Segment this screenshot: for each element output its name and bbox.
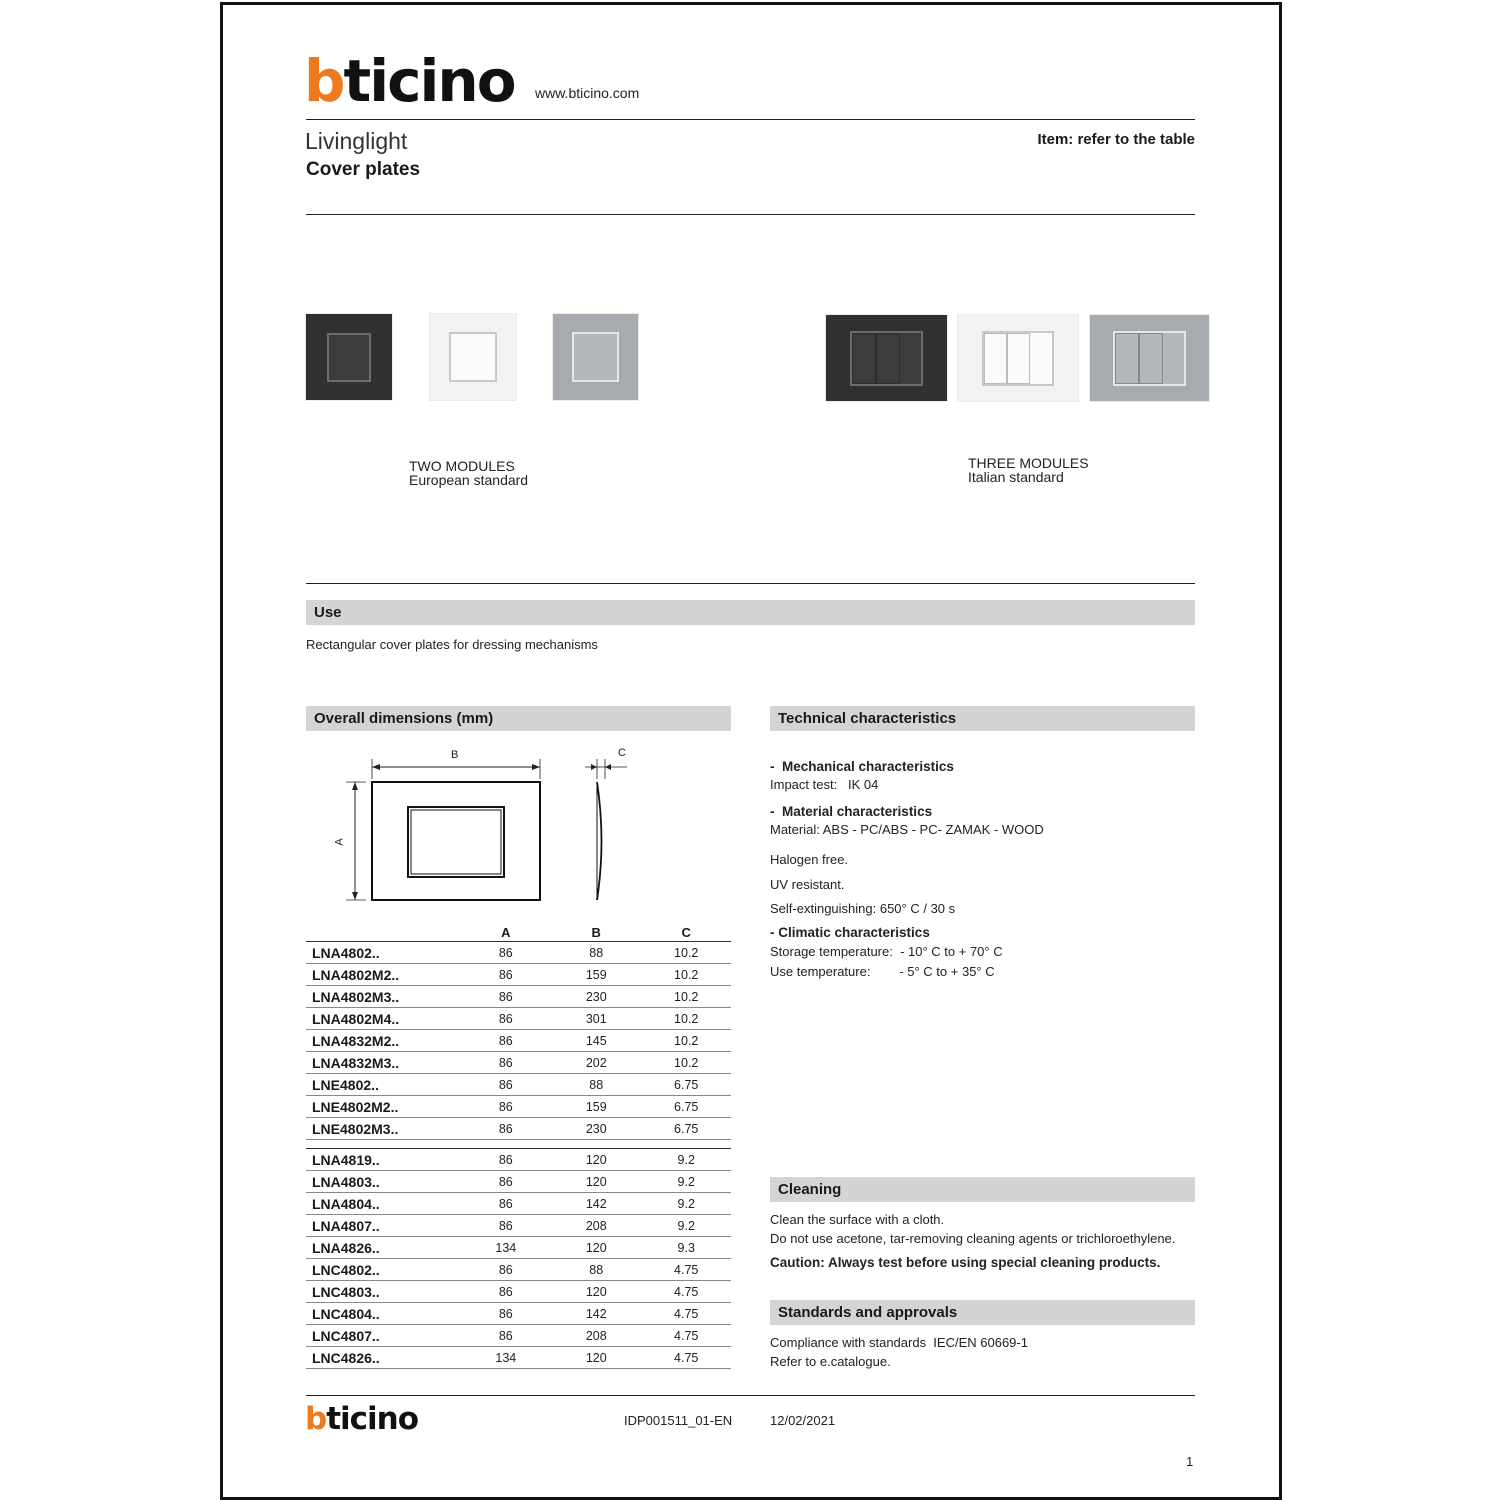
dim-a-cell: 134 — [461, 1237, 551, 1259]
dim-c-cell: 10.2 — [641, 964, 731, 986]
header-divider — [306, 119, 1195, 120]
dim-c-cell: 10.2 — [641, 986, 731, 1008]
dim-c-cell: 4.75 — [641, 1347, 731, 1369]
product-code-cell: LNA4803.. — [306, 1171, 461, 1193]
table-group-separator — [306, 1140, 731, 1149]
product-code-cell: LNE4802.. — [306, 1074, 461, 1096]
diagram-label-b: B — [451, 749, 459, 761]
dim-c-cell: 4.75 — [641, 1259, 731, 1281]
product-code-cell: LNA4804.. — [306, 1193, 461, 1215]
table-row — [306, 1303, 731, 1325]
footer-bticino-logo: bticino — [305, 1401, 419, 1437]
dim-c-cell: 4.75 — [641, 1281, 731, 1303]
dim-b-cell: 120 — [551, 1171, 641, 1193]
dim-c-cell: 6.75 — [641, 1074, 731, 1096]
dimensions-heading: Overall dimensions (mm) — [306, 706, 731, 731]
product-code-cell: LNC4804.. — [306, 1303, 461, 1325]
standards-line2: Refer to e.catalogue. — [770, 1354, 891, 1369]
table-row — [306, 1215, 731, 1237]
product-code-cell: LNA4826.. — [306, 1237, 461, 1259]
table-row — [306, 1281, 731, 1303]
table-row — [306, 1096, 731, 1118]
technical-heading: Technical characteristics — [770, 706, 1195, 731]
product-code-cell: LNC4803.. — [306, 1281, 461, 1303]
dim-b-cell: 120 — [551, 1149, 641, 1171]
mech-title: - Mechanical characteristics — [770, 759, 954, 774]
use-text: Rectangular cover plates for dressing mechanisms — [306, 637, 598, 652]
dim-c-cell: 10.2 — [641, 1008, 731, 1030]
product-code-cell: LNA4819.. — [306, 1149, 461, 1171]
table-row — [306, 1171, 731, 1193]
use-heading: Use — [306, 600, 1195, 625]
plate-2m-grey — [553, 314, 638, 400]
dim-b-cell: 230 — [551, 986, 641, 1008]
diagram-label-c: C — [618, 747, 626, 759]
website-link[interactable]: www.bticino.com — [535, 85, 640, 101]
mech-text: Impact test: IK 04 — [770, 777, 879, 792]
product-code-cell: LNC4802.. — [306, 1259, 461, 1281]
cleaning-line2: Do not use acetone, tar-removing cleaning agents or trichloroethylene. — [770, 1231, 1176, 1246]
doc-code: IDP001511_01-EN — [624, 1413, 733, 1428]
plate-3m-anthracite — [826, 315, 947, 401]
mat-text: Material: ABS - PC/ABS - PC- ZAMAK - WOOD — [770, 822, 1044, 837]
three-modules-caption — [968, 456, 1089, 484]
product-code-cell: LNA4802M4.. — [306, 1008, 461, 1030]
table-row — [306, 986, 731, 1008]
dim-b-cell: 88 — [551, 1074, 641, 1096]
dim-b-cell: 142 — [551, 1193, 641, 1215]
col-header-a: A — [461, 923, 551, 942]
product-code-cell: LNC4826.. — [306, 1347, 461, 1369]
product-code-cell: LNA4802M3.. — [306, 986, 461, 1008]
dim-b-cell: 142 — [551, 1303, 641, 1325]
dim-c-cell: 4.75 — [641, 1325, 731, 1347]
title-divider — [306, 214, 1195, 215]
dim-b-cell: 230 — [551, 1118, 641, 1140]
plate-3m-white — [958, 315, 1078, 401]
table-row — [306, 1074, 731, 1096]
cleaning-line1: Clean the surface with a cloth. — [770, 1212, 945, 1227]
product-code-cell: LNA4832M2.. — [306, 1030, 461, 1052]
mat-title: - Material characteristics — [770, 804, 933, 819]
dim-b-cell: 120 — [551, 1281, 641, 1303]
dim-a-cell: 86 — [461, 1193, 551, 1215]
dim-a-cell: 86 — [461, 964, 551, 986]
halogen-text: Halogen free. — [770, 852, 849, 867]
dim-c-cell: 10.2 — [641, 1052, 731, 1074]
series-title: Livinglight — [305, 128, 408, 154]
dim-a-cell: 86 — [461, 1008, 551, 1030]
uv-text: UV resistant. — [770, 877, 845, 892]
doc-date: 12/02/2021 — [770, 1413, 836, 1428]
product-code-cell: LNA4802.. — [306, 942, 461, 964]
self-ext-text: Self-extinguishing: 650° C / 30 s — [770, 901, 956, 916]
table-row — [306, 1008, 731, 1030]
dim-a-cell: 86 — [461, 1281, 551, 1303]
dim-b-cell: 301 — [551, 1008, 641, 1030]
cleaning-caution: Caution: Always test before using special cleaning products. — [770, 1255, 1161, 1270]
table-row — [306, 1259, 731, 1281]
item-reference: Item: refer to the table — [1037, 131, 1195, 148]
dim-c-cell: 9.2 — [641, 1171, 731, 1193]
dim-c-cell: 10.2 — [641, 942, 731, 964]
dim-a-cell: 86 — [461, 1303, 551, 1325]
dim-a-cell: 86 — [461, 1096, 551, 1118]
dim-b-cell: 145 — [551, 1030, 641, 1052]
page-number: 1 — [1186, 1454, 1194, 1469]
dim-c-cell: 6.75 — [641, 1118, 731, 1140]
table-row — [306, 1193, 731, 1215]
dimension-diagram — [330, 745, 640, 910]
product-code-cell: LNA4802M2.. — [306, 964, 461, 986]
dim-c-cell: 4.75 — [641, 1303, 731, 1325]
plate-2m-anthracite — [306, 314, 392, 400]
table-row — [306, 942, 731, 964]
product-title: Cover plates — [306, 159, 421, 180]
clim-title: - Climatic characteristics — [770, 925, 930, 940]
dim-b-cell: 159 — [551, 1096, 641, 1118]
footer-divider — [306, 1395, 1195, 1396]
dim-a-cell: 86 — [461, 1030, 551, 1052]
table-row — [306, 1052, 731, 1074]
dim-a-cell: 86 — [461, 1052, 551, 1074]
two-modules-subtitle: European standard — [409, 472, 529, 488]
plate-3m-grey — [1090, 315, 1209, 401]
table-row — [306, 1347, 731, 1369]
table-row — [306, 1030, 731, 1052]
dim-b-cell: 120 — [551, 1347, 641, 1369]
three-modules-title: THREE MODULES — [968, 455, 1089, 471]
dim-b-cell: 88 — [551, 1259, 641, 1281]
product-code-cell: LNA4807.. — [306, 1215, 461, 1237]
dim-b-cell: 202 — [551, 1052, 641, 1074]
dim-a-cell: 86 — [461, 1074, 551, 1096]
col-header-c: C — [641, 923, 731, 942]
dim-a-cell: 86 — [461, 1171, 551, 1193]
bticino-logo: bticino — [304, 47, 515, 115]
table-row — [306, 964, 731, 986]
dim-a-cell: 86 — [461, 1149, 551, 1171]
dim-b-cell: 159 — [551, 964, 641, 986]
dim-c-cell: 9.2 — [641, 1149, 731, 1171]
col-header-code — [306, 923, 461, 942]
table-row — [306, 1149, 731, 1171]
dim-b-cell: 120 — [551, 1237, 641, 1259]
table-row — [306, 1325, 731, 1347]
dim-c-cell: 9.2 — [641, 1193, 731, 1215]
col-header-b: B — [551, 923, 641, 942]
use-divider — [306, 583, 1195, 584]
dim-a-cell: 86 — [461, 1215, 551, 1237]
separator-cell — [306, 1140, 731, 1149]
use-temp-text: Use temperature: - 5° C to + 35° C — [770, 964, 995, 979]
table-row — [306, 1118, 731, 1140]
dim-a-cell: 86 — [461, 1118, 551, 1140]
two-modules-caption — [409, 459, 528, 487]
dim-c-cell: 9.2 — [641, 1215, 731, 1237]
dimensions-table — [306, 923, 731, 1369]
dim-a-cell: 134 — [461, 1347, 551, 1369]
cleaning-heading: Cleaning — [770, 1177, 1195, 1202]
product-code-cell: LNC4807.. — [306, 1325, 461, 1347]
product-code-cell: LNE4802M3.. — [306, 1118, 461, 1140]
dim-c-cell: 10.2 — [641, 1030, 731, 1052]
diagram-label-a: A — [333, 838, 346, 846]
plate-2m-white — [430, 314, 516, 400]
two-modules-title: TWO MODULES — [409, 458, 515, 474]
standards-heading: Standards and approvals — [770, 1300, 1195, 1325]
dim-c-cell: 9.3 — [641, 1237, 731, 1259]
three-modules-subtitle: Italian standard — [968, 469, 1064, 485]
dim-b-cell: 208 — [551, 1215, 641, 1237]
dim-b-cell: 88 — [551, 942, 641, 964]
standards-line1: Compliance with standards IEC/EN 60669-1 — [770, 1335, 1028, 1350]
dim-a-cell: 86 — [461, 1259, 551, 1281]
dim-a-cell: 86 — [461, 986, 551, 1008]
product-code-cell: LNA4832M3.. — [306, 1052, 461, 1074]
dim-b-cell: 208 — [551, 1325, 641, 1347]
dim-a-cell: 86 — [461, 942, 551, 964]
table-header-row — [306, 923, 731, 942]
table-row — [306, 1237, 731, 1259]
product-code-cell: LNE4802M2.. — [306, 1096, 461, 1118]
dim-c-cell: 6.75 — [641, 1096, 731, 1118]
storage-text: Storage temperature: - 10° C to + 70° C — [770, 944, 1003, 959]
dim-a-cell: 86 — [461, 1325, 551, 1347]
